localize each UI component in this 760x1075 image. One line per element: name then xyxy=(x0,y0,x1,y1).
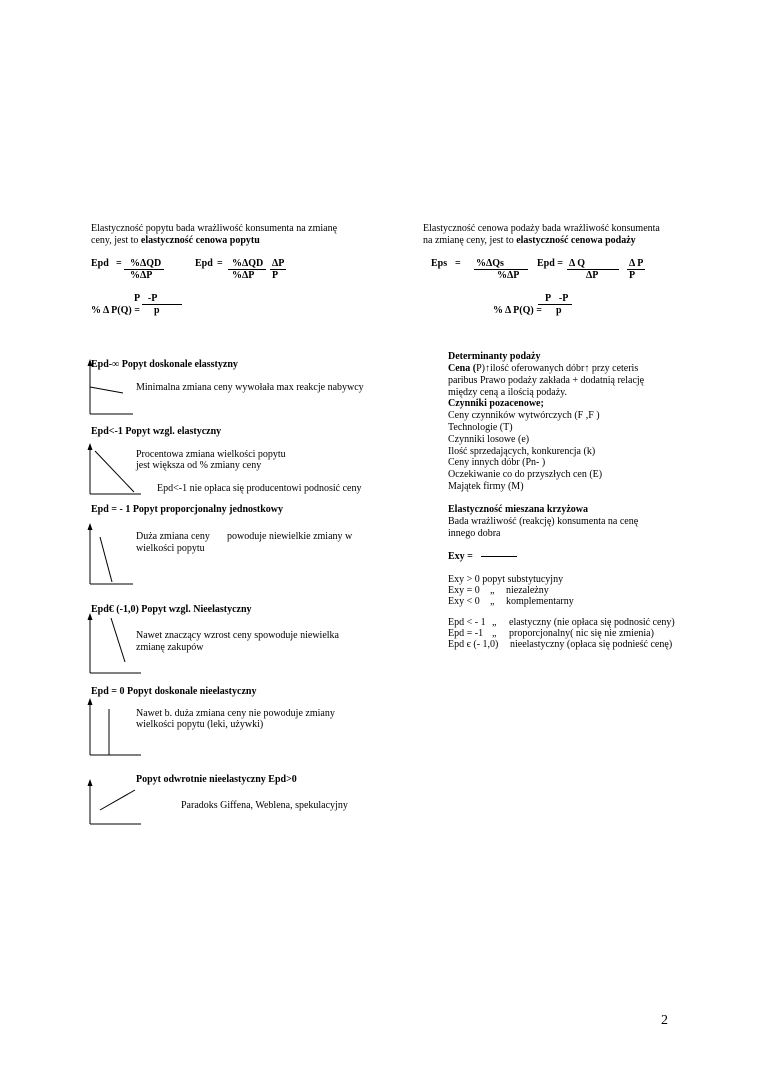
exy-line1: Exy > 0 popyt substytucyjny xyxy=(448,574,564,585)
exy-line2b: „ xyxy=(490,585,495,596)
det-line5: Ceny czynników wytwórczych (F ,F ) xyxy=(448,410,600,421)
cross-title: Elastyczność mieszana krzyżowa xyxy=(448,504,588,515)
s4-title: Epd€ (-1,0) Popyt wzgl. Nieelastyczny xyxy=(91,604,252,615)
epd-line2a: Epd = -1 xyxy=(448,628,484,639)
s3-text1b: powoduje niewielkie zmiany w xyxy=(227,531,353,542)
epd-line1b: „ xyxy=(492,617,497,628)
page-number: 2 xyxy=(661,1013,668,1028)
left-f2-num: %ΔQD xyxy=(232,258,264,269)
right-f1-den: %ΔP xyxy=(497,270,520,281)
cross-line1: Bada wrażliwość (reakcję) konsumenta na cenę xyxy=(448,516,639,527)
epd-line1a: Epd < - 1 xyxy=(448,617,486,628)
det-line7: Czynniki losowe (e) xyxy=(448,434,530,445)
right-intro-plain: na zmianę ceny, jest to xyxy=(423,235,517,246)
left-intro-plain: ceny, jest to xyxy=(91,235,141,246)
left-f2-num2: ΔP xyxy=(272,258,285,269)
right-f2-den: ΔP xyxy=(586,270,599,281)
det-line11: Majątek firmy (M) xyxy=(448,481,524,492)
left-f2-den2: P xyxy=(272,270,279,281)
right-f2-den2: P xyxy=(629,270,636,281)
right-f1-num: %ΔQs xyxy=(476,258,504,269)
det-line10: Oczekiwanie co do przyszłych cen (E) xyxy=(448,469,603,480)
s6-graph xyxy=(85,778,145,828)
s2-text3: Epd<-1 nie opłaca się producentowi podnosić ceny xyxy=(157,483,362,494)
s2-text2: jest większa od % zmiany ceny xyxy=(136,460,262,471)
left-intro-bold: elastyczność cenowa popytu xyxy=(140,235,260,246)
s5-text2: wielkości popytu (leki, używki) xyxy=(136,719,264,730)
s3-text2: wielkości popytu xyxy=(136,543,205,554)
cross-line2: innego dobra xyxy=(448,528,501,539)
exy-line3c: komplementarny xyxy=(506,596,574,607)
right-f2-num2: Δ P xyxy=(629,258,644,269)
right-f3-label: % Δ P(Q) = xyxy=(493,305,542,316)
s2-text1: Procentowa zmiana wielkości popytu xyxy=(136,449,286,460)
s4-text1: Nawet znaczący wzrost ceny spowoduje niewielka xyxy=(136,630,339,641)
left-f3-num: P -P xyxy=(134,293,158,304)
left-f3-label: % Δ P(Q) = xyxy=(91,305,140,316)
epd-line2c: proporcjonalny( nic się nie zmienia) xyxy=(509,628,654,639)
det-line1-rest: P)↑ilość oferowanych dóbr↑ przy ceteris xyxy=(476,363,639,374)
det-line9: Ceny innych dóbr (Pn- ) xyxy=(448,457,546,468)
exy-label: Exy = xyxy=(448,551,473,562)
det-line6: Technologie (T) xyxy=(448,422,513,433)
right-f1-label: Eps xyxy=(431,258,448,269)
exy-line2c: niezależny xyxy=(506,585,549,596)
det-line1 xyxy=(448,363,638,375)
s3-text1a: Duża zmiana ceny xyxy=(136,531,210,542)
right-intro-bold: elastyczność cenowa podaży xyxy=(516,235,636,246)
s5-title: Epd = 0 Popyt doskonale nieelastyczny xyxy=(91,686,257,697)
epd-line1c: elastyczny (nie opłaca się podnosić ceny) xyxy=(509,617,675,628)
det-title: Determinanty podaży xyxy=(448,351,541,362)
s6-text: Paradoks Giffena, Weblena, spekulacyjny xyxy=(181,800,348,811)
det-line3: między ceną a ilością podaży. xyxy=(448,387,568,398)
right-f3-den: p xyxy=(556,305,562,316)
s3-title: Epd = - 1 Popyt proporcjonalny jednostkowy xyxy=(91,504,284,515)
right-f1-eq: = xyxy=(455,258,461,269)
left-intro-line2 xyxy=(91,235,260,247)
right-intro-line1: Elastyczność cenowa podaży bada wrażliwość konsumenta xyxy=(423,223,660,234)
left-f2-eq: = xyxy=(217,258,223,269)
s1-title: Epd-∞ Popyt doskonale elasstyzny xyxy=(91,359,238,370)
left-f3-den: p xyxy=(154,305,160,316)
exy-fraction-bar xyxy=(481,556,517,557)
epd-line2b: „ xyxy=(492,628,497,639)
right-f3-num: P -P xyxy=(545,293,569,304)
right-f3-fraction-bar xyxy=(538,304,572,305)
epd-line3b: nieelastyczny (opłaca się podnieść cenę) xyxy=(510,639,673,650)
left-f3-fraction-bar xyxy=(142,304,182,305)
s1-text: Minimalna zmiana ceny wywołała max reakcje nabywcy xyxy=(136,382,364,393)
det-line1-bold: Cena ( xyxy=(448,363,477,374)
s5-text1: Nawet b. duża zmiana ceny nie powoduje zmiany xyxy=(136,708,335,719)
s1-graph xyxy=(85,358,135,418)
left-f1-den: %ΔP xyxy=(130,270,153,281)
left-f2-den: %ΔP xyxy=(232,270,255,281)
left-f1-eq: = xyxy=(116,258,122,269)
det-line8: Ilość sprzedających, konkurencja (k) xyxy=(448,446,596,457)
left-f1-label: Epd xyxy=(91,258,109,269)
left-intro-line1: Elastyczność popytu bada wrażliwość konsumenta na zmianę xyxy=(91,223,338,234)
left-f1-num: %ΔQD xyxy=(130,258,162,269)
right-f2-label: Epd = xyxy=(537,258,563,269)
exy-line3a: Exy < 0 xyxy=(448,596,480,607)
exy-line3b: „ xyxy=(490,596,495,607)
s4-text2: zmianę zakupów xyxy=(136,642,204,653)
s3-graph xyxy=(85,522,135,587)
right-intro-line2 xyxy=(423,235,636,247)
left-f2-label: Epd xyxy=(195,258,213,269)
exy-line2a: Exy = 0 xyxy=(448,585,480,596)
s2-title: Epd<-1 Popyt wzgl. elastyczny xyxy=(91,426,222,437)
det-line4: Czynniki pozacenowe; xyxy=(448,398,544,409)
det-line2: paribus Prawo podaży zakłada + dodatnią relację xyxy=(448,375,645,386)
s6-title: Popyt odwrotnie nieelastyczny Epd>0 xyxy=(136,774,297,785)
epd-line3a: Epd є (- 1,0) xyxy=(448,639,499,650)
right-f2-num: Δ Q xyxy=(569,258,585,269)
